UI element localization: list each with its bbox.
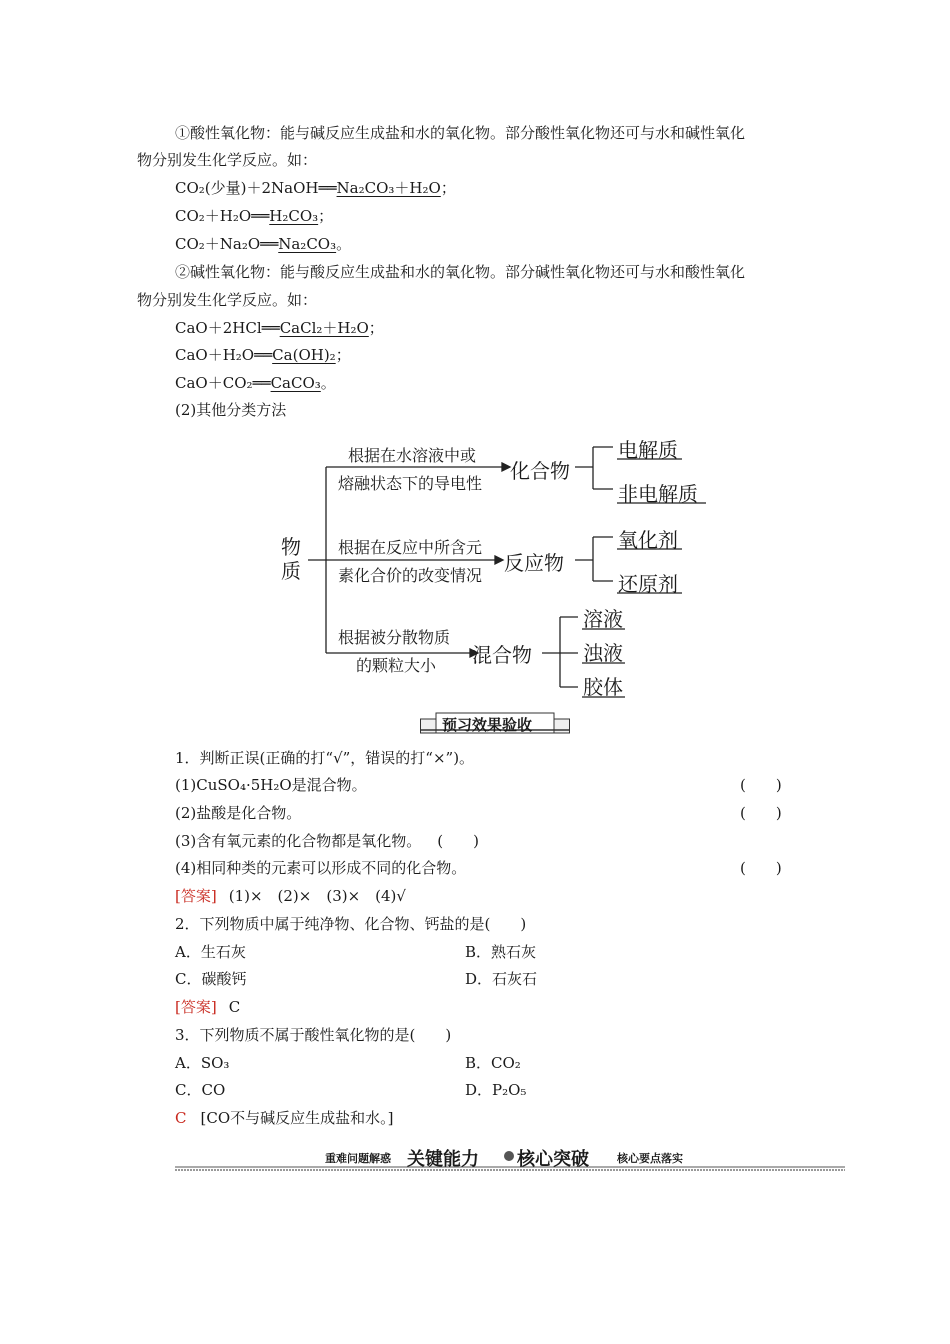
q1-answer-tag: [答案] [175, 887, 217, 905]
q3-option-c: C．CO [175, 1081, 226, 1099]
equation-1-answer: Na₂CO₃＋H₂O [336, 179, 441, 197]
q2-option-b: B．熟石灰 [465, 943, 537, 961]
equation-4 [175, 318, 384, 338]
q1-item-2: (2)盐酸是化合物。 [175, 804, 302, 822]
branch-1-node: 化合物 [510, 459, 570, 483]
footer-banner-main-2: 核心突破 [517, 1149, 589, 1170]
branch-1-criterion-line-2: 熔融状态下的导电性 [338, 474, 483, 493]
q1-item-1: (1)CuSO₄·5H₂O是混合物。 [175, 776, 367, 794]
q3-answer-letter: C [175, 1109, 187, 1127]
q1-item-3 [175, 831, 479, 851]
q1-item-3-blank: ( ) [437, 832, 479, 850]
q3-option-a: A．SO₃ [175, 1054, 230, 1072]
branch-3-leaf-2: 浊液 [583, 641, 623, 665]
q2-answer-text: C [228, 998, 241, 1016]
equation-5-left: CaO＋H₂O══ [175, 346, 273, 364]
q3-answer-text: [CO不与碱反应生成盐和水。] [200, 1109, 394, 1127]
equation-6-left: CaO＋CO₂══ [175, 374, 271, 392]
q2-stem: 2．下列物质中属于纯净物、化合物、钙盐的是( ) [175, 915, 527, 933]
q1-answer-text: (1)× (2)× (3)× (4)√ [228, 887, 406, 905]
equation-2-end: ； [318, 207, 334, 225]
equation-6-end: 。 [320, 374, 336, 392]
q1-answer [175, 886, 406, 906]
tree-root-label: 物质 [281, 535, 301, 583]
section-banner [420, 710, 570, 736]
basic-oxide-line-1: ②碱性氧化物：能与酸反应生成盐和水的氧化物。部分碱性氧化物还可与水和酸性氧化 [175, 263, 746, 281]
footer-banner-main-1: 关键能力 [407, 1149, 479, 1170]
equation-5 [175, 345, 351, 365]
equation-6-answer: CaCO₃ [270, 374, 321, 392]
acidic-oxide-line-2: 物分别发生化学反应。如： [137, 151, 318, 169]
q1-item-3-text: (3)含有氧元素的化合物都是氧化物。 [175, 832, 422, 850]
q2-answer [175, 997, 240, 1017]
branch-1-leaf-1: 电解质 [618, 438, 678, 462]
q1-item-2-blank: ( ) [740, 804, 782, 822]
branch-2-leaf-2: 还原剂 [618, 572, 678, 596]
footer-banner-left: 重难问题解惑 [325, 1152, 391, 1165]
q1-item-4-blank: ( ) [740, 859, 782, 877]
equation-6 [175, 373, 336, 393]
branch-3-criterion-line-2: 的颗粒大小 [356, 656, 437, 675]
branch-2-criterion-line-1: 根据在反应中所含元 [338, 538, 483, 557]
equation-1-left: CO₂(少量)＋2NaOH══ [175, 179, 337, 197]
q3-stem: 3．下列物质不属于酸性氧化物的是( ) [175, 1026, 452, 1044]
branch-3-leaf-1: 溶液 [583, 607, 623, 631]
other-methods-heading: (2)其他分类方法 [175, 401, 287, 419]
section-banner-title: 预习效果验收 [442, 716, 533, 734]
branch-1-leaf-2: 非电解质 [618, 482, 698, 506]
q2-answer-tag: [答案] [175, 998, 217, 1016]
classification-tree [270, 425, 710, 705]
branch-3-node: 混合物 [472, 643, 532, 667]
equation-4-end: ； [368, 319, 384, 337]
q1-stem: 1．判断正误(正确的打“√”，错误的打“×”)。 [175, 749, 475, 767]
branch-2-node: 反应物 [504, 551, 564, 575]
equation-5-answer: Ca(OH)₂ [272, 346, 336, 364]
branch-3-criterion-line-1: 根据被分散物质 [338, 628, 451, 647]
branch-2-leaf-1: 氧化剂 [618, 528, 678, 552]
q2-option-c: C．碳酸钙 [175, 970, 247, 988]
footer-banner-right: 核心要点落实 [617, 1152, 683, 1165]
q3-answer [175, 1108, 393, 1128]
branch-3-leaf-3: 胶体 [583, 675, 623, 699]
equation-3-end: 。 [336, 235, 352, 253]
equation-1 [175, 178, 456, 198]
basic-oxide-line-2: 物分别发生化学反应。如： [137, 291, 318, 309]
equation-4-left: CaO＋2HCl══ [175, 319, 280, 337]
equation-3 [175, 234, 351, 254]
equation-5-end: ； [335, 346, 351, 364]
footer-banner [175, 1145, 845, 1175]
q1-item-1-blank: ( ) [740, 776, 782, 794]
equation-4-answer: CaCl₂＋H₂O [279, 319, 369, 337]
q2-option-a: A．生石灰 [175, 943, 246, 961]
equation-2-left: CO₂＋H₂O══ [175, 207, 270, 225]
branch-1-criterion-line-1: 根据在水溶液中或 [348, 446, 477, 465]
q3-option-d: D．P₂O₅ [465, 1081, 527, 1099]
q2-option-d: D．石灰石 [465, 970, 538, 988]
q1-item-4: (4)相同种类的元素可以形成不同的化合物。 [175, 859, 467, 877]
equation-1-end: ； [440, 179, 456, 197]
branch-2-criterion-line-2: 素化合价的改变情况 [338, 566, 483, 585]
equation-2 [175, 206, 333, 226]
footer-banner-rule [175, 1145, 845, 1175]
equation-3-answer: Na₂CO₃ [278, 235, 337, 253]
equation-3-left: CO₂＋Na₂O══ [175, 235, 279, 253]
acidic-oxide-line-1: ①酸性氧化物：能与碱反应生成盐和水的氧化物。部分酸性氧化物还可与水和碱性氧化 [175, 124, 746, 142]
q3-option-b: B．CO₂ [465, 1054, 521, 1072]
equation-2-answer: H₂CO₃ [269, 207, 319, 225]
